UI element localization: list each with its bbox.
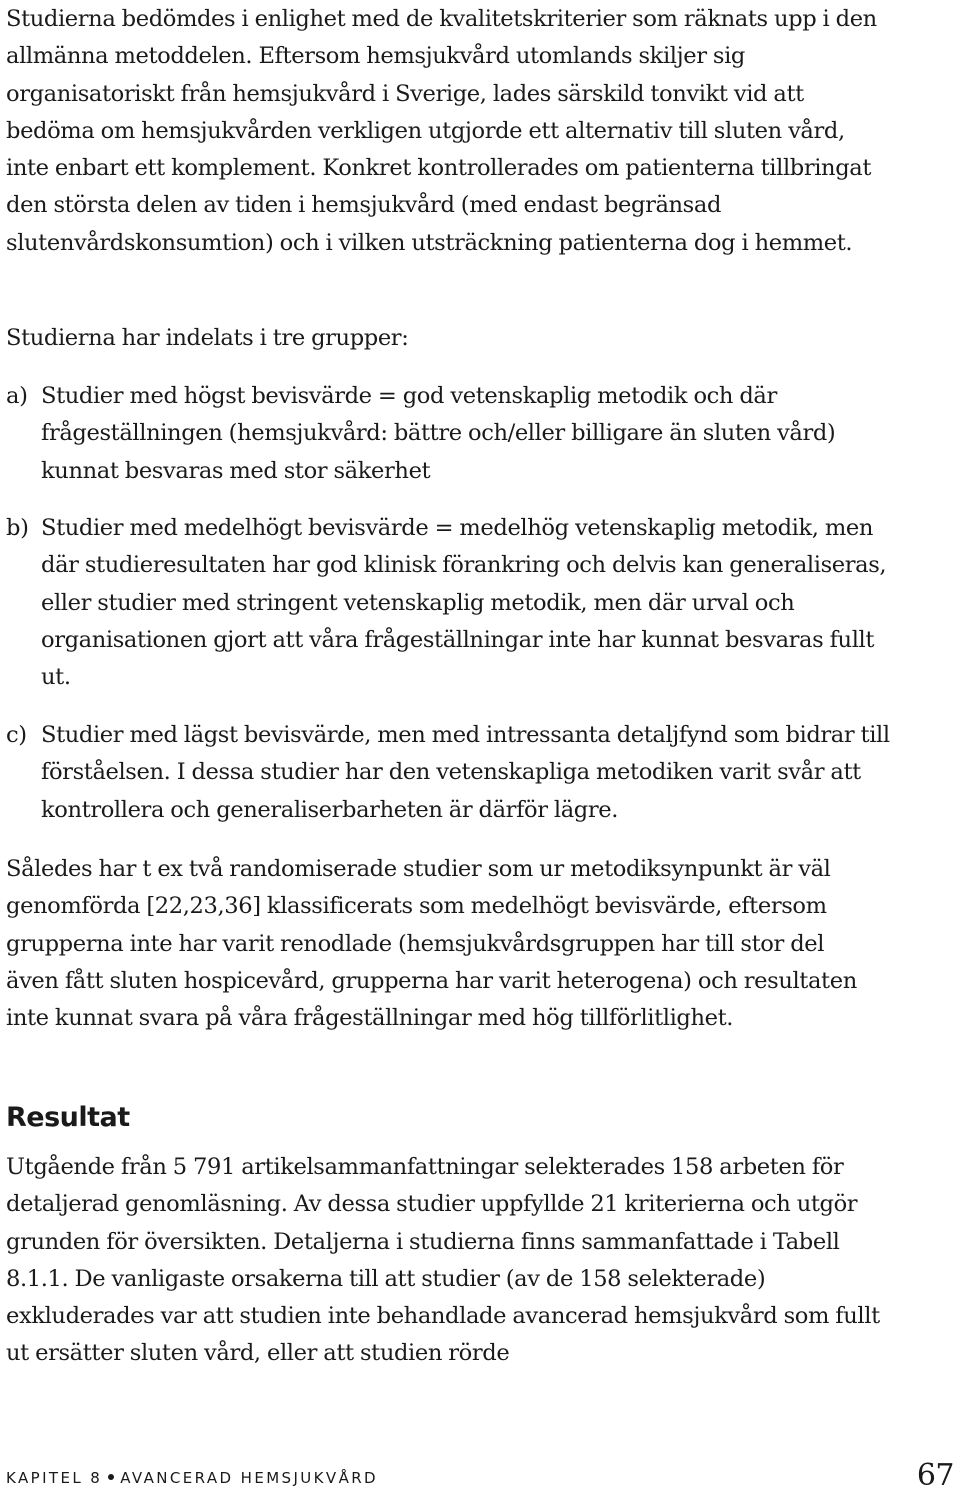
list-text-c: Studier med lägst bevisvärde, men med intressanta detaljfynd som bidrar till förståelsen. I dessa studier har den vetenskapliga metodiken varit svår att kontrollera och generaliserbarheten är därför lägre. <box>41 722 890 823</box>
running-footer <box>6 1468 378 1488</box>
intro-paragraph: Studierna bedömdes i enlighet med de kvalitetskriterier som räknats upp i den allmänna metoddelen. Eftersom hemsjukvård utomlands skiljer sig organisatoriskt från hemsjukvård i Sverige, lades särskild tonvikt vid att bedöma om hemsjukvården verkligen utgjorde ett alternativ till sluten vård, inte enbart ett komplement. Konkret kontrollerades om patienterna tillbringat den största delen av tiden i hemsjukvård (med endast begränsad slutenvårdskonsumtion) och i vilken utsträckning patienterna dog i hemmet. <box>6 6 877 256</box>
list-label-c: c) <box>6 722 27 748</box>
list-text-a: Studier med högst bevisvärde = god vetenskaplig metodik och där frågeställningen (hemsjukvård: bättre och/eller billigare än sluten vård) kunnat besvaras med stor säkerhet <box>41 383 836 484</box>
list-text-b: Studier med medelhögt bevisvärde = medelhög vetenskaplig metodik, men där studieresultaten har god klinisk förankring och delvis kan generaliseras, eller studier med stringent vetenskaplig metodik, men där urval och organisationen gjort att våra frågeställningar inte har kunnat besvaras fullt ut. <box>41 515 887 691</box>
list-label-b: b) <box>6 515 29 541</box>
list-item-a <box>6 378 946 490</box>
section-heading: Resultat <box>6 1102 130 1133</box>
thus-paragraph: Således har t ex två randomiserade studier som ur metodiksynpunkt är väl genomförda [22,23,36] klassificerats som medelhögt bevisvärde, eftersom grupperna inte har varit renodlade (hemsjukvårdsgruppen har till stor del även fått sluten hospicevård, grupperna har varit heterogena) och resultaten inte kunnat svara på våra frågeställningar med hög tillförlitlighet. <box>6 856 857 1032</box>
results-paragraph: Utgående från 5 791 artikelsammanfattningar selekterades 158 arbeten för detaljerad genomläsning. Av dessa studier uppfyllde 21 kriterierna och utgör grunden för översikten. Detaljerna i studierna finns sammanfattade i Tabell 8.1.1. De vanligaste orsakerna till att studier (av de 158 selekterade) exkluderades var att studien inte behandlade avancerad hemsjukvård som fullt ut ersätter sluten vård, eller att studien rörde <box>6 1154 880 1367</box>
footer-title: AVANCERAD HEMSJUKVÅRD <box>120 1469 379 1487</box>
list-item-c <box>6 717 946 829</box>
page-number: 67 <box>916 1458 954 1493</box>
list-item-b <box>6 510 946 696</box>
groups-intro-paragraph: Studierna har indelats i tre grupper: <box>6 325 409 351</box>
footer-chapter: KAPITEL 8 <box>6 1469 103 1487</box>
list-label-a: a) <box>6 383 28 409</box>
bullet-separator-icon <box>108 1474 114 1480</box>
